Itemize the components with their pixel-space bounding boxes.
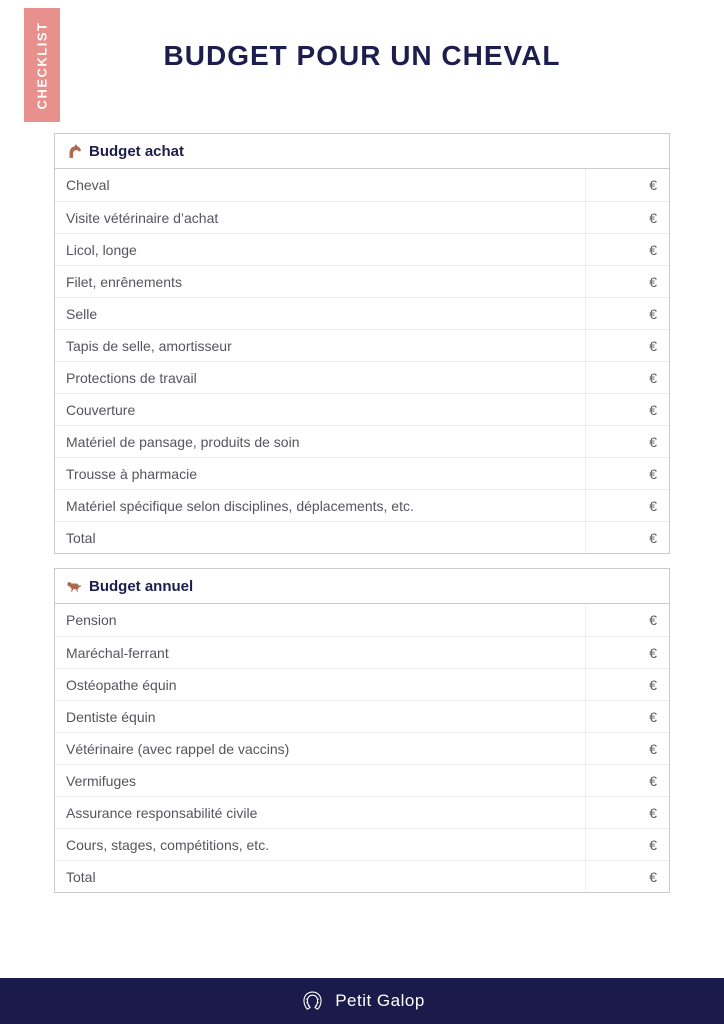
- row-currency-value: €: [585, 669, 669, 700]
- row-label: Pension: [66, 612, 117, 628]
- row-currency-value: €: [585, 604, 669, 636]
- row-label: Trousse à pharmacie: [66, 465, 197, 482]
- row-label: Vétérinaire (avec rappel de vaccins): [66, 740, 290, 757]
- row-label: Dentiste équin: [66, 708, 156, 725]
- checklist-tab-label: CHECKLIST: [34, 21, 50, 109]
- row-currency-value: €: [585, 234, 669, 265]
- row-currency-value: €: [585, 522, 669, 553]
- row-label: Filet, enrênements: [66, 273, 182, 290]
- horseshoe-icon: [299, 988, 326, 1015]
- row-label: Matériel spécifique selon disciplines, déplacements, etc.: [66, 497, 414, 514]
- table-row: [55, 796, 669, 828]
- row-currency-value: €: [585, 490, 669, 521]
- table-row: [55, 828, 669, 860]
- row-currency-value: €: [585, 458, 669, 489]
- row-label: Maréchal-ferrant: [66, 644, 169, 661]
- table-row: [55, 169, 669, 201]
- footer-bar: [0, 978, 724, 1024]
- table-row: [55, 201, 669, 233]
- budget-achat-header: [55, 134, 669, 169]
- row-label: Cheval: [66, 177, 110, 193]
- table-row: [55, 361, 669, 393]
- row-currency-value: €: [585, 169, 669, 201]
- budget-achat-table: [54, 133, 670, 554]
- table-row: [55, 329, 669, 361]
- table-row: [55, 265, 669, 297]
- table-row: [55, 521, 669, 553]
- row-currency-value: €: [585, 330, 669, 361]
- row-label: Cours, stages, compétitions, etc.: [66, 836, 270, 853]
- row-currency-value: €: [585, 861, 669, 892]
- row-currency-value: €: [585, 426, 669, 457]
- table-row: [55, 732, 669, 764]
- table-row: [55, 860, 669, 892]
- brand-name: Petit Galop: [335, 991, 425, 1010]
- budget-annuel-title: Budget annuel: [89, 577, 194, 595]
- table-row: [55, 297, 669, 329]
- row-label: Vermifuges: [66, 772, 137, 789]
- row-label: Tapis de selle, amortisseur: [66, 337, 232, 354]
- row-currency-value: €: [585, 266, 669, 297]
- row-label: Selle: [66, 305, 98, 322]
- table-row: [55, 636, 669, 668]
- table-row: [55, 233, 669, 265]
- row-label: Protections de travail: [66, 369, 197, 386]
- budget-annuel-table: [54, 568, 670, 893]
- table-row: [55, 764, 669, 796]
- table-row: [55, 425, 669, 457]
- table-row: [55, 604, 669, 636]
- horse-head-icon: [66, 143, 83, 160]
- row-currency-value: €: [585, 733, 669, 764]
- row-label: Assurance responsabilité civile: [66, 804, 258, 821]
- row-currency-value: €: [585, 637, 669, 668]
- row-currency-value: €: [585, 394, 669, 425]
- row-label: Licol, longe: [66, 241, 137, 258]
- row-label: Matériel de pansage, produits de soin: [66, 433, 300, 450]
- table-row: [55, 457, 669, 489]
- row-label: Couverture: [66, 401, 136, 418]
- budget-annuel-header: [55, 569, 669, 604]
- budget-annuel-rows: [55, 604, 669, 892]
- row-label: Total: [66, 529, 96, 546]
- row-label: Total: [66, 868, 96, 885]
- row-currency-value: €: [585, 701, 669, 732]
- row-currency-value: €: [585, 298, 669, 329]
- budget-achat-title: Budget achat: [89, 142, 185, 160]
- galloping-horse-icon: [66, 578, 83, 595]
- table-row: [55, 700, 669, 732]
- page-title: BUDGET POUR UN CHEVAL: [163, 40, 561, 71]
- table-row: [55, 668, 669, 700]
- row-currency-value: €: [585, 362, 669, 393]
- row-label: Ostéopathe équin: [66, 676, 177, 693]
- row-currency-value: €: [585, 829, 669, 860]
- row-currency-value: €: [585, 765, 669, 796]
- row-currency-value: €: [585, 202, 669, 233]
- row-currency-value: €: [585, 797, 669, 828]
- table-row: [55, 489, 669, 521]
- table-row: [55, 393, 669, 425]
- row-label: Visite vétérinaire d’achat: [66, 209, 219, 226]
- budget-achat-rows: [55, 169, 669, 553]
